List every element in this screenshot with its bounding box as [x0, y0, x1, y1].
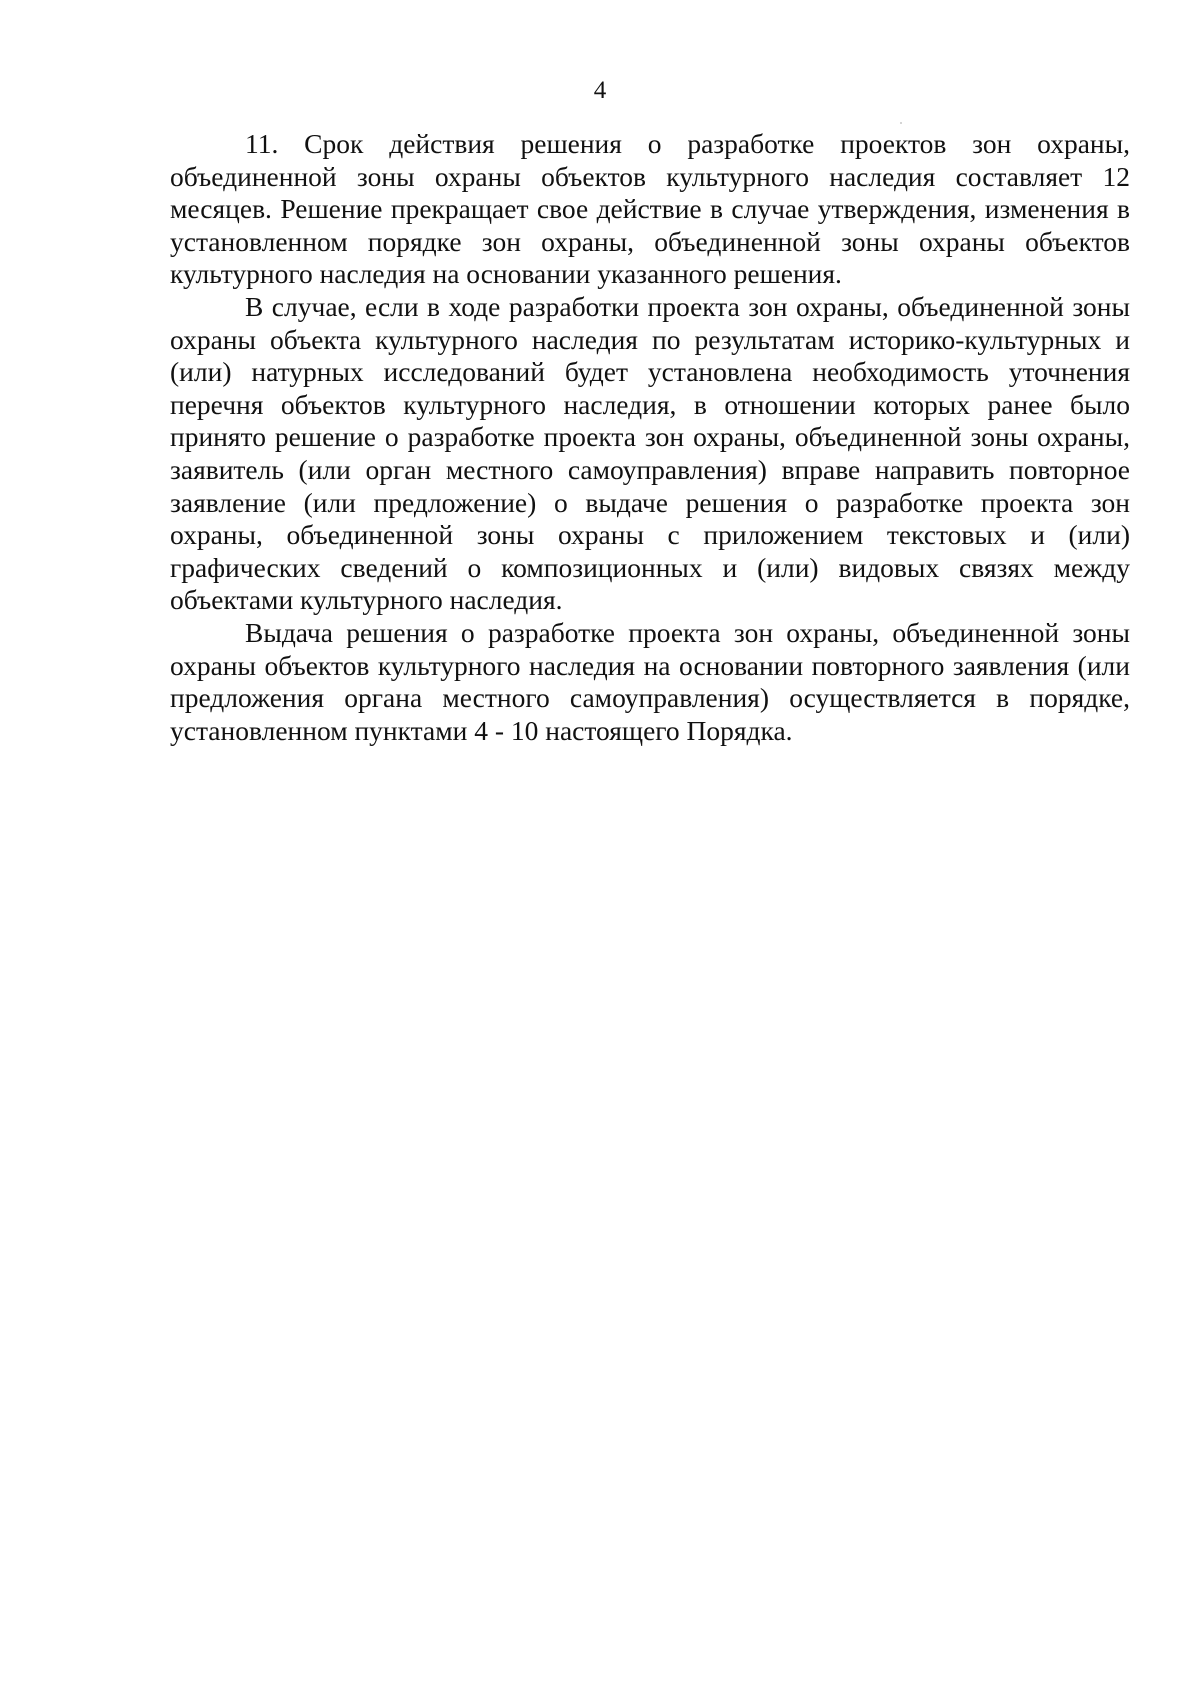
paragraph-issuance-procedure: Выдача решения о разработке проекта зон охраны, объединенной зоны охраны объектов культурного наследия на основании повторного заявления (или предложения органа местного самоуправления) осуществляется в порядке, установленном пунктами 4 - 10 настоящего Порядка.: [170, 616, 1130, 746]
page-number: 4: [593, 77, 607, 104]
paragraph-11-validity-period: 11. Срок действия решения о разработке проектов зон охраны, объединенной зоны охраны объектов культурного наследия составляет 12 месяцев. Решение прекращает свое действие в случае утверждения, изменения в установленном порядке зон охраны, объединенной зоны охраны объектов культурного наследия на основании указанного решения.: [170, 128, 1130, 290]
document-body: [170, 128, 1130, 747]
scan-speck: [900, 122, 902, 124]
paragraph-repeat-application: В случае, если в ходе разработки проекта зон охраны, объединенной зоны охраны объекта культурного наследия по результатам историко-культурных и (или) натурных исследований будет установлена необходимость уточнения перечня объектов культурного наследия, в отношении которых ранее было принято решение о разработке проекта зон охраны, объединенной зоны охраны, заявитель (или орган местного самоуправления) вправе направить повторное заявление (или предложение) о выдаче решения о разработке проекта зон охраны, объединенной зоны охраны с приложением текстовых и (или) графических сведений о композиционных и (или) видовых связях между объектами культурного наследия.: [170, 290, 1130, 616]
